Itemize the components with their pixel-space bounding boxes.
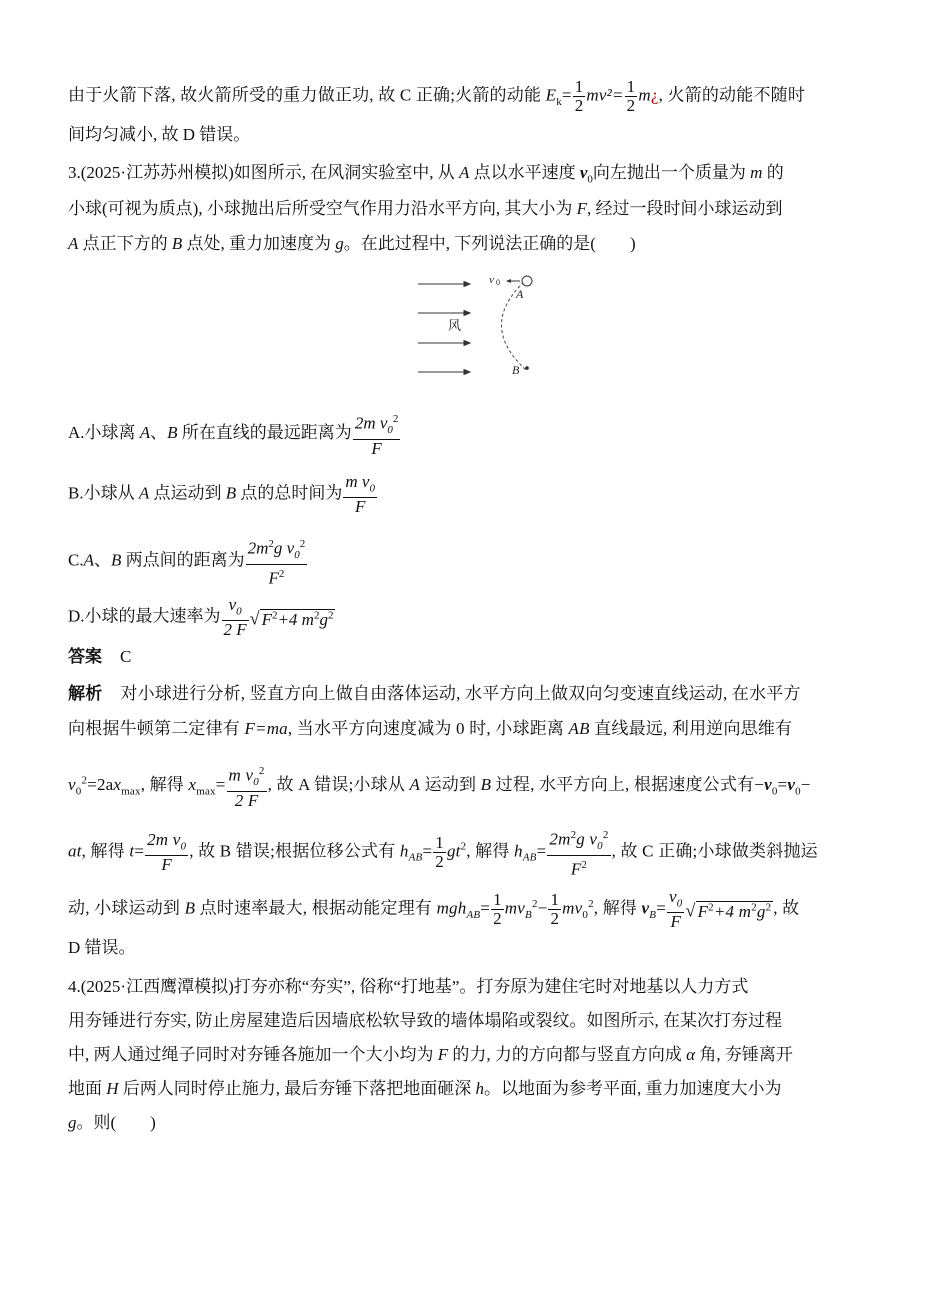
fraction-half bbox=[573, 78, 586, 115]
superscript: 2 bbox=[581, 859, 588, 872]
superscript: 2 bbox=[327, 609, 334, 622]
math-symbol: F bbox=[437, 1045, 449, 1064]
superscript: 2 bbox=[460, 840, 467, 853]
fraction bbox=[547, 826, 610, 879]
superscript: 2 bbox=[708, 901, 714, 914]
text-span: 角, 夯锤离开 bbox=[695, 1045, 793, 1064]
subscript: 0 bbox=[369, 482, 375, 495]
text-span: 所在直线的最远距离为 bbox=[177, 422, 352, 442]
fraction-denominator: 2 bbox=[550, 909, 560, 929]
math-symbol: v bbox=[68, 774, 76, 794]
point-label: B bbox=[225, 483, 237, 503]
equals-sign: = bbox=[215, 774, 226, 794]
text-span: 过程, 水平方向上, 根据速度公式有− bbox=[491, 774, 765, 794]
minus-sign: − bbox=[537, 898, 548, 918]
text-span: D.小球的最大速率为 bbox=[68, 606, 221, 626]
math-symbol: v bbox=[764, 774, 772, 794]
text-span: , 当水平方向速度减为 0 时, 小球距离 bbox=[287, 719, 569, 738]
text-span: 后两人同时停止施力, 最后夯锤下落把地面砸深 bbox=[118, 1079, 476, 1098]
text-span: 点时速率最大, 根据动能定理有 bbox=[195, 898, 437, 918]
arrow-head bbox=[464, 370, 470, 375]
math-expression: F=ma bbox=[244, 719, 288, 738]
root-sign: √ bbox=[249, 609, 260, 630]
option-d[interactable] bbox=[68, 596, 335, 639]
fraction-numerator bbox=[547, 826, 610, 856]
fraction-denominator: F bbox=[371, 439, 382, 459]
arrow-head bbox=[464, 282, 470, 287]
math-symbol: x bbox=[113, 774, 122, 794]
text-span: B.小球从 bbox=[68, 483, 139, 503]
denominator-text: F bbox=[570, 859, 582, 879]
subscript: 0 bbox=[597, 840, 603, 853]
question-3-line bbox=[68, 198, 782, 220]
subscript: 0 bbox=[387, 424, 393, 437]
subscript: B bbox=[649, 909, 657, 921]
text-span: 。在此过程中, 下列说法正确的是( ) bbox=[343, 234, 636, 253]
text-span: 。则( ) bbox=[76, 1113, 156, 1132]
fraction-denominator: 2 bbox=[574, 96, 584, 115]
text-span: 直线最远, 利用逆向思维有 bbox=[589, 719, 793, 738]
math-symbol: v bbox=[641, 898, 650, 918]
math-symbol: h bbox=[514, 841, 523, 861]
math-symbol: t bbox=[129, 841, 135, 861]
fraction bbox=[227, 762, 267, 810]
fraction-numerator: 1 bbox=[626, 77, 636, 96]
text-span: 点处, 重力加速度为 bbox=[182, 234, 336, 253]
text-span: 的力, 力的方向都与竖直方向成 bbox=[448, 1045, 687, 1064]
root-text: +4 m bbox=[277, 610, 314, 630]
point-label: B bbox=[184, 898, 196, 918]
text-span: 点以水平速度 bbox=[469, 163, 580, 182]
subscript: 0 bbox=[795, 785, 801, 798]
fraction-half bbox=[548, 891, 561, 928]
math-symbol: F bbox=[576, 199, 587, 218]
point-label: B bbox=[167, 422, 178, 442]
superscript: 2 bbox=[278, 568, 285, 581]
math-expression: =2a bbox=[87, 774, 114, 794]
fraction-denominator: 2 F bbox=[223, 620, 247, 640]
equals-sign: = bbox=[536, 841, 547, 861]
option-a[interactable] bbox=[68, 410, 401, 458]
point-label: B bbox=[110, 550, 122, 570]
superscript: 2 bbox=[258, 765, 265, 777]
superscript: 2 bbox=[271, 609, 278, 622]
subscript: AB bbox=[408, 851, 423, 864]
fraction-denominator: 2 bbox=[435, 851, 444, 871]
text-span: , 火箭的动能不随时 bbox=[658, 85, 806, 105]
root-body bbox=[696, 901, 774, 921]
text-span: 向根据牛顿第二定律有 bbox=[68, 719, 245, 738]
superscript: 2 bbox=[268, 538, 274, 550]
fraction-numerator: 1 bbox=[435, 832, 444, 852]
option-c[interactable] bbox=[68, 535, 308, 588]
math-expression: gt bbox=[446, 841, 461, 861]
fraction bbox=[246, 535, 308, 588]
equals-sign: = bbox=[134, 841, 145, 861]
option-b[interactable] bbox=[68, 473, 378, 516]
fraction-denominator: F bbox=[670, 912, 682, 932]
question-4-line: 用夯锤进行夯实, 防止房屋建造后因墙底松软导致的墙体塌陷或裂纹。如图所示, 在某次打夯过程 bbox=[68, 1011, 782, 1030]
fraction bbox=[145, 831, 188, 874]
fraction-denominator: F bbox=[161, 855, 172, 875]
text-span: C. bbox=[68, 550, 84, 570]
equals-sign: = bbox=[777, 774, 788, 794]
numerator-text: m v bbox=[228, 765, 254, 785]
fraction bbox=[222, 596, 249, 639]
question-3-line bbox=[68, 162, 784, 190]
broken-glyph: ¿ bbox=[650, 85, 659, 105]
text-span: 两点间的距离为 bbox=[121, 550, 245, 570]
subscript: 0 bbox=[587, 173, 593, 186]
fraction-numerator: 1 bbox=[493, 890, 502, 910]
math-symbol: H bbox=[106, 1079, 119, 1098]
fraction-numerator bbox=[227, 762, 267, 792]
text-span: , 解得 bbox=[593, 898, 642, 918]
text-span: 点运动到 bbox=[149, 483, 226, 503]
text-span: 动, 小球运动到 bbox=[68, 898, 185, 918]
superscript: 2 bbox=[392, 413, 399, 425]
point-a-label: A bbox=[516, 287, 524, 301]
math-symbol: h bbox=[475, 1079, 485, 1098]
fraction-denominator bbox=[547, 856, 610, 879]
fraction bbox=[667, 888, 684, 931]
minus-sign: − bbox=[800, 774, 811, 794]
root-text: F bbox=[261, 610, 272, 630]
root-text: g bbox=[319, 610, 328, 630]
fraction-denominator: 2 bbox=[626, 96, 636, 115]
numerator-text: 2m v bbox=[354, 413, 388, 433]
point-label: A bbox=[83, 550, 94, 570]
subscript: AB bbox=[466, 909, 481, 921]
fraction-numerator bbox=[246, 535, 308, 565]
fraction-half bbox=[433, 834, 446, 871]
fraction-numerator: 1 bbox=[574, 77, 584, 96]
analysis-line: D 错误。 bbox=[68, 938, 136, 957]
answer-value: C bbox=[120, 647, 132, 666]
analysis-label: 解析 bbox=[68, 684, 103, 703]
superscript: 2 bbox=[588, 897, 594, 910]
ball bbox=[522, 276, 532, 286]
text-span: 点正下方的 bbox=[78, 234, 172, 253]
text-span: , 解得 bbox=[466, 841, 515, 861]
fraction-numerator bbox=[145, 831, 188, 856]
text-span: , 解得 bbox=[81, 841, 130, 861]
superscript: 2 bbox=[602, 829, 609, 841]
superscript: 2 bbox=[313, 609, 320, 622]
math-symbol: α bbox=[686, 1045, 696, 1064]
root-body bbox=[260, 609, 336, 629]
fraction bbox=[343, 473, 377, 516]
numerator-text: v bbox=[228, 595, 237, 614]
subscript: 0 bbox=[582, 909, 589, 921]
math-symbol: mgh bbox=[436, 898, 467, 918]
math-symbol: E bbox=[545, 85, 557, 105]
arrow-head bbox=[464, 341, 470, 346]
point-b-dot bbox=[525, 366, 529, 370]
numerator-text: 2m v bbox=[147, 829, 181, 849]
superscript: 2 bbox=[299, 538, 306, 550]
subscript: 0 bbox=[294, 549, 300, 562]
subscript: 0 bbox=[236, 605, 242, 618]
text-span: , 解得 bbox=[140, 774, 189, 794]
subscript: 0 bbox=[75, 785, 82, 798]
subscript: 0 bbox=[771, 785, 778, 798]
fraction-half bbox=[625, 78, 638, 115]
superscript: 2 bbox=[751, 901, 757, 914]
fraction-denominator: 2 F bbox=[234, 791, 259, 811]
root-sign: √ bbox=[685, 901, 696, 922]
wind-label: 风 bbox=[448, 319, 462, 334]
text-span: 小球(可视为质点), 小球抛出后所受空气作用力沿水平方向, 其大小为 bbox=[68, 199, 577, 218]
text-span: , 故 A 错误;小球从 bbox=[267, 774, 410, 794]
square-root bbox=[250, 604, 336, 631]
text-span: 向左抛出一个质量为 bbox=[592, 163, 751, 182]
answer-label: 答案 bbox=[68, 647, 102, 666]
math-symbol: v bbox=[579, 163, 588, 182]
analysis-line bbox=[68, 762, 811, 810]
analysis-line bbox=[68, 683, 801, 705]
subscript: 0 bbox=[676, 897, 683, 910]
superscript: 2 bbox=[81, 774, 88, 787]
subscript: 0 bbox=[180, 840, 187, 853]
math-expression: mv bbox=[562, 898, 583, 918]
math-symbol: g bbox=[68, 1113, 77, 1132]
question-4-line: 4.(2025·江西鹰潭模拟)打夯亦称“夯实”, 俗称“打地基”。打夯原为建住宅时对地基以人力方式 bbox=[68, 977, 749, 996]
fraction-numerator bbox=[343, 473, 377, 498]
text-span: A.小球离 bbox=[68, 422, 140, 442]
text-span: 中, 两人通过绳子同时对夯锤各施加一个大小均为 bbox=[68, 1045, 438, 1064]
square-root bbox=[685, 896, 773, 923]
fraction-numerator bbox=[222, 596, 249, 621]
fraction-denominator: 2 bbox=[493, 909, 502, 929]
numerator-text: g v bbox=[273, 538, 295, 558]
text-span: 运动到 bbox=[420, 774, 481, 794]
fraction-numerator bbox=[667, 888, 684, 913]
point-label: A bbox=[458, 163, 470, 182]
numerator-text: v bbox=[669, 887, 677, 906]
v0-subscript: 0 bbox=[496, 278, 500, 287]
text-line bbox=[68, 78, 805, 115]
superscript: 2 bbox=[765, 901, 772, 914]
math-symbol: h bbox=[399, 841, 409, 861]
text-span: 点的总时间为 bbox=[236, 483, 343, 503]
point-label: B bbox=[480, 774, 492, 794]
fraction-denominator: F bbox=[354, 497, 366, 517]
text-span: 3.(2025·江苏苏州模拟)如图所示, 在风洞实验室中, 从 bbox=[68, 163, 459, 182]
equals-sign: = bbox=[656, 898, 667, 918]
text-span: , 故 B 错误;根据位移公式有 bbox=[189, 841, 400, 861]
analysis-line bbox=[68, 826, 818, 879]
text-span: , 故 bbox=[773, 898, 800, 918]
math-symbol: m bbox=[750, 163, 763, 182]
question-3-line bbox=[68, 233, 636, 255]
text-span: , 经过一段时间小球运动到 bbox=[586, 199, 783, 218]
subscript: B bbox=[525, 909, 532, 921]
equals-sign: = bbox=[561, 85, 572, 105]
text-span: 、 bbox=[150, 422, 168, 442]
math-symbol: AB bbox=[568, 719, 590, 738]
arrow-head bbox=[506, 279, 511, 283]
math-symbol: m bbox=[638, 85, 651, 105]
text-span: 。以地面为参考平面, 重力加速度大小为 bbox=[484, 1079, 782, 1098]
root-text: F bbox=[697, 902, 709, 922]
numerator-text: 2m bbox=[549, 829, 571, 849]
math-symbol: v bbox=[787, 774, 796, 794]
text-span: 由于火箭下落, 故火箭所受的重力做正功, 故 C 正确;火箭的动能 bbox=[68, 85, 546, 105]
math-expression: mv bbox=[504, 898, 526, 918]
fraction-numerator bbox=[353, 410, 401, 440]
question-4-line bbox=[68, 1078, 782, 1100]
fraction-half bbox=[491, 891, 504, 928]
math-symbol: g bbox=[335, 234, 344, 253]
math-expression: at bbox=[68, 841, 82, 861]
fraction bbox=[353, 410, 401, 458]
equals-sign: = bbox=[480, 898, 491, 918]
math-expression: mv²= bbox=[586, 85, 624, 105]
text-span: 对小球进行分析, 竖直方向上做自由落体运动, 水平方向上做双向匀变速直线运动, 在水平方 bbox=[120, 684, 801, 703]
point-label: A bbox=[409, 774, 421, 794]
text-span: , 故 C 正确;小球做类斜抛运 bbox=[611, 841, 818, 861]
wind-tunnel-figure bbox=[410, 268, 550, 386]
question-4-line bbox=[68, 1112, 156, 1134]
numerator-text: 2m bbox=[247, 538, 269, 558]
text-span: 、 bbox=[93, 550, 111, 570]
arrow-head bbox=[464, 311, 470, 316]
analysis-line bbox=[68, 718, 792, 740]
question-4-line bbox=[68, 1044, 793, 1066]
numerator-text: g v bbox=[576, 829, 598, 849]
fraction-denominator bbox=[246, 565, 308, 588]
point-label: B bbox=[171, 234, 183, 253]
superscript: 2 bbox=[570, 829, 577, 841]
v0-label: v bbox=[489, 274, 494, 286]
text-span: 地面 bbox=[68, 1079, 107, 1098]
numerator-text: m v bbox=[345, 472, 370, 491]
subscript: 0 bbox=[253, 776, 259, 789]
text-line: 间均匀减小, 故 D 错误。 bbox=[68, 125, 251, 144]
text-span: 的 bbox=[762, 163, 784, 182]
math-symbol: x bbox=[188, 774, 197, 794]
answer-line bbox=[68, 646, 131, 668]
analysis-line bbox=[68, 888, 799, 931]
fraction-numerator: 1 bbox=[550, 890, 560, 910]
denominator-text: F bbox=[268, 568, 279, 588]
point-label: A bbox=[139, 422, 151, 442]
point-b-label: B bbox=[512, 363, 520, 377]
root-text: +4 m bbox=[713, 902, 752, 922]
wind-arrows bbox=[418, 282, 470, 375]
subscript: max bbox=[121, 785, 141, 798]
superscript: 2 bbox=[531, 897, 538, 910]
equals-sign: = bbox=[422, 841, 433, 861]
point-label: A bbox=[68, 234, 79, 253]
subscript: k bbox=[556, 95, 562, 108]
point-label: A bbox=[138, 483, 150, 503]
subscript: AB bbox=[522, 851, 537, 864]
root-text: g bbox=[756, 902, 766, 922]
subscript: max bbox=[196, 785, 216, 798]
